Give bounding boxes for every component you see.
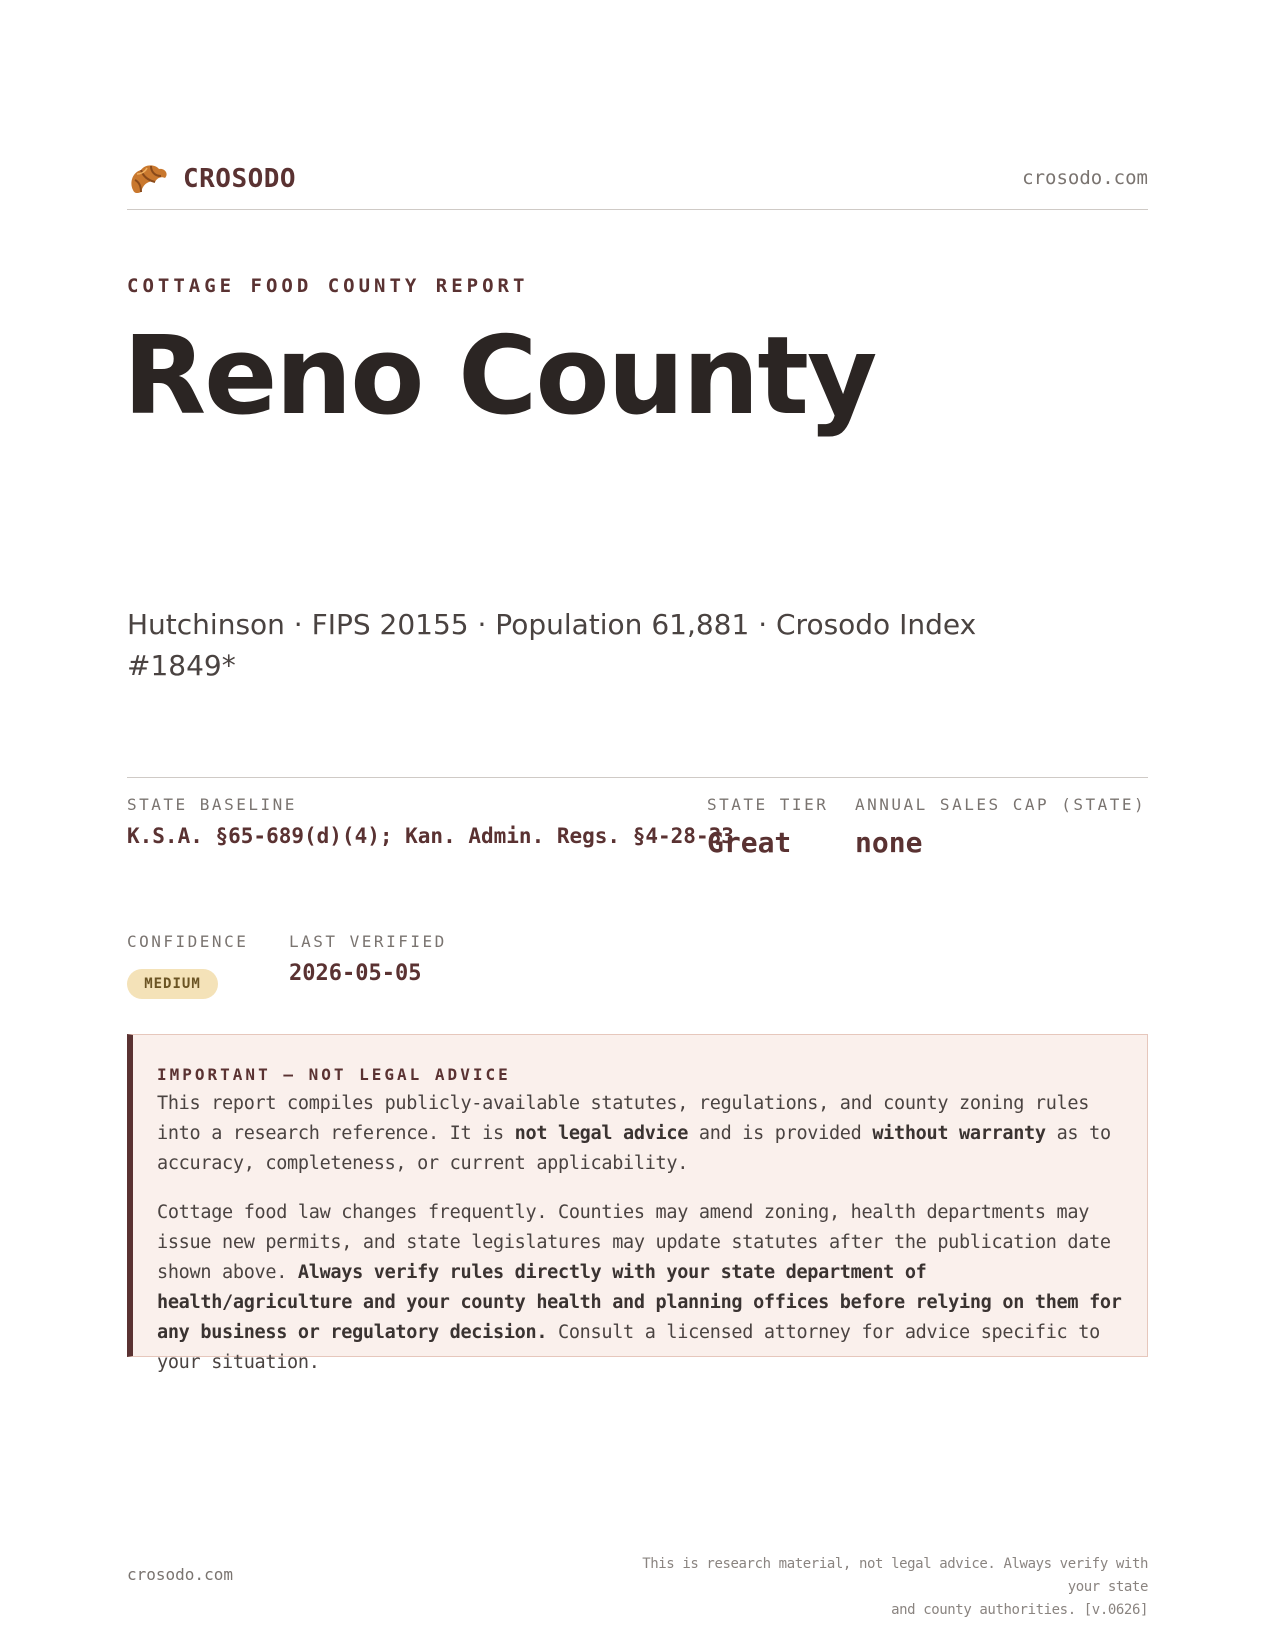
footer-disclaimer: This is research material, not legal advice. Always verify with your state and county authorities. [v.0626] xyxy=(642,1556,1148,1618)
report-page xyxy=(123,0,1148,1650)
sales-cap-value: none xyxy=(855,826,923,859)
footer-url[interactable]: crosodo.com xyxy=(127,1565,233,1584)
divider xyxy=(127,777,1148,778)
divider xyxy=(127,209,1148,210)
state-baseline-value: K.S.A. §65-689(d)(4); Kan. Admin. Regs. §4-28-33 xyxy=(127,824,734,848)
county-subtitle: Hutchinson · FIPS 20155 · Population 61,881 · Crosodo Index #1849* xyxy=(127,608,977,682)
state-tier-value: Great xyxy=(707,826,792,859)
notice-paragraph-2: Cottage food law changes frequently. Counties may amend zoning, health departments may issue new permits, and state legislatures may update statutes after the publication date shown above. Always verify rules directly with your state department of health/agriculture and your county health and planning offices before relying on them for any business or regulatory decision. Consult a licensed attorney for advice specific to your situation. xyxy=(157,1202,1122,1373)
header xyxy=(127,160,1148,200)
header-url[interactable]: crosodo.com xyxy=(1022,167,1148,189)
page-title: Reno County xyxy=(123,314,876,439)
notice-heading: IMPORTANT — NOT LEGAL ADVICE xyxy=(157,1065,511,1084)
notice-paragraph-1: This report compiles publicly-available statutes, regulations, and county zoning rules into a research reference. It is not legal advice and is provided without warranty as to accuracy, completeness, or current applicability. xyxy=(157,1093,1111,1174)
report-eyebrow: COTTAGE FOOD COUNTY REPORT xyxy=(127,275,529,297)
state-tier-label: STATE TIER xyxy=(707,795,829,814)
confidence-label: CONFIDENCE xyxy=(127,932,249,951)
confidence-badge: MEDIUM xyxy=(127,969,218,999)
sales-cap-label: ANNUAL SALES CAP (STATE) xyxy=(855,795,1147,814)
croissant-icon xyxy=(127,160,169,198)
state-baseline-label: STATE BASELINE xyxy=(127,795,297,814)
last-verified-value: 2026-05-05 xyxy=(289,961,422,986)
legal-notice xyxy=(127,1034,1148,1373)
last-verified-label: LAST VERIFIED xyxy=(289,932,447,951)
brand-name: CROSODO xyxy=(183,164,297,194)
